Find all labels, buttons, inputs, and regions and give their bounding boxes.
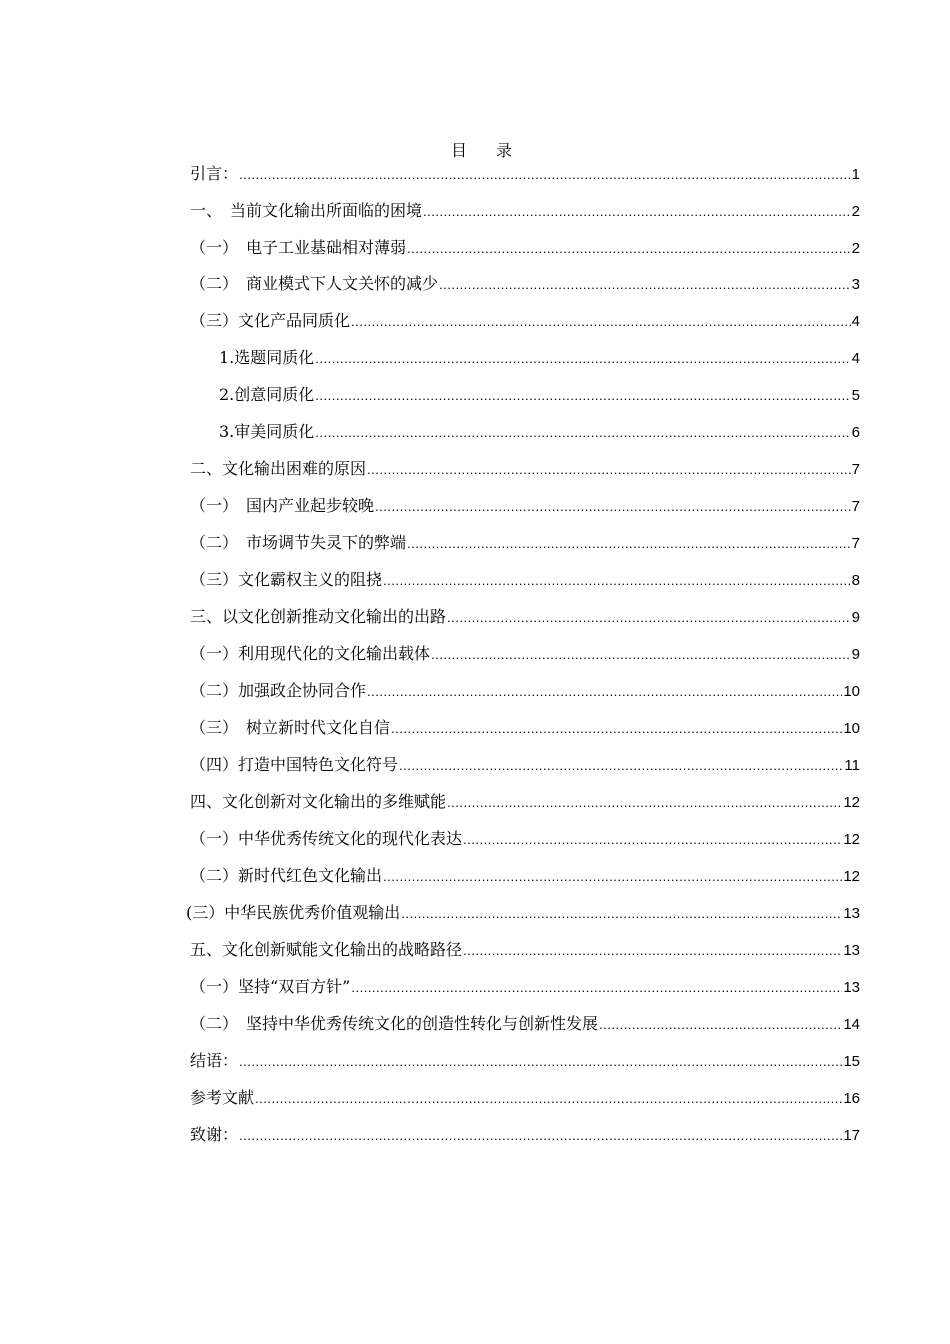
toc-leader-dots <box>315 421 850 445</box>
toc-entry-page: 4 <box>851 313 860 330</box>
toc-entry-page: 7 <box>851 498 860 515</box>
toc-leader-dots <box>367 680 842 704</box>
toc-leader-dots <box>383 865 842 889</box>
toc-entry-label: （三） 树立新时代文化自信 <box>190 718 391 737</box>
toc-leader-dots <box>439 273 851 297</box>
toc-entry[interactable] <box>190 864 860 889</box>
toc-entry-page: 13 <box>843 942 860 959</box>
toc-entry[interactable] <box>190 679 860 704</box>
toc-leader-dots <box>431 643 851 667</box>
toc-entry-label: （一）坚持“双百方针” <box>190 977 351 996</box>
toc-entry-page: 9 <box>851 609 860 626</box>
toc-leader-dots <box>375 495 851 519</box>
toc-entry[interactable] <box>190 494 860 519</box>
toc-entry-page: 9 <box>851 646 860 663</box>
toc-leader-dots <box>407 532 851 556</box>
toc-entry-label: （二） 商业模式下人文关怀的减少 <box>190 274 439 293</box>
toc-entry[interactable] <box>219 383 860 408</box>
toc-leader-dots <box>423 200 851 224</box>
toc-leader-dots <box>351 310 851 334</box>
toc-entry-page: 2 <box>851 203 860 220</box>
toc-entry-label: (三）中华民族优秀价值观输出 <box>186 903 401 922</box>
toc-entry[interactable] <box>190 531 860 556</box>
toc-entry[interactable] <box>190 457 860 482</box>
toc-entry-label: 3.审美同质化 <box>219 422 315 441</box>
toc-entry[interactable] <box>190 975 860 1000</box>
toc-entry[interactable] <box>186 901 860 926</box>
toc-entry-page: 7 <box>851 461 860 478</box>
toc-entry-label: 1.选题同质化 <box>219 348 315 367</box>
toc-entry-label: （二）加强政企协同合作 <box>190 681 367 700</box>
toc-entry[interactable] <box>190 1123 860 1148</box>
toc-leader-dots <box>401 902 842 926</box>
toc-entry[interactable] <box>190 1049 860 1074</box>
toc-entry-page: 12 <box>843 868 860 885</box>
toc-entry[interactable] <box>190 642 860 667</box>
toc-leader-dots <box>383 569 851 593</box>
toc-entry-label: （二） 市场调节失灵下的弊端 <box>190 533 407 552</box>
toc-entry[interactable] <box>190 1012 860 1037</box>
toc-entry[interactable] <box>190 162 860 187</box>
toc-leader-dots <box>447 606 851 630</box>
toc-entry[interactable] <box>190 753 860 778</box>
toc-entry-page: 17 <box>843 1127 860 1144</box>
toc-leader-dots <box>367 458 851 482</box>
toc-entry-label: （一）中华优秀传统文化的现代化表达 <box>190 829 463 848</box>
toc-entry-label: 二、文化输出困难的原因 <box>190 459 367 478</box>
toc-entry-label: （一） 电子工业基础相对薄弱 <box>190 238 407 257</box>
toc-entry[interactable] <box>190 716 860 741</box>
toc-entry[interactable] <box>190 605 860 630</box>
toc-leader-dots <box>599 1013 842 1037</box>
toc-entry-label: 五、文化创新赋能文化输出的战略路径 <box>190 940 463 959</box>
toc-entry-page: 2 <box>851 240 860 257</box>
toc-entry[interactable] <box>190 568 860 593</box>
toc-entry-page: 16 <box>843 1090 860 1107</box>
toc-entry-page: 14 <box>843 1016 860 1033</box>
toc-title: 目 录 <box>450 141 525 160</box>
toc-entry-page: 11 <box>844 757 860 774</box>
toc-leader-dots <box>399 754 843 778</box>
toc-entry[interactable] <box>219 346 860 371</box>
toc-leader-dots <box>255 1087 842 1111</box>
toc-entry-page: 6 <box>851 424 860 441</box>
toc-leader-dots <box>407 237 851 261</box>
toc-entry-page: 4 <box>851 350 860 367</box>
toc-entry-label: （四）打造中国特色文化符号 <box>190 755 399 774</box>
toc-leader-dots <box>463 828 842 852</box>
toc-entry[interactable] <box>190 272 860 297</box>
toc-entry-label: （三）文化霸权主义的阻挠 <box>190 570 383 589</box>
toc-entry-label: （二） 坚持中华优秀传统文化的创造性转化与创新性发展 <box>190 1014 599 1033</box>
toc-entry[interactable] <box>190 938 860 963</box>
toc-leader-dots <box>351 976 842 1000</box>
toc-entry-label: （一） 国内产业起步较晚 <box>190 496 375 515</box>
toc-entry-label: 致谢： <box>190 1125 239 1144</box>
toc-entry[interactable] <box>190 827 860 852</box>
toc-entry-label: 四、文化创新对文化输出的多维赋能 <box>190 792 447 811</box>
toc-entry-page: 10 <box>843 683 860 700</box>
toc-entry-page: 13 <box>843 979 860 996</box>
toc-leader-dots <box>315 347 850 371</box>
toc-entry[interactable] <box>190 1086 860 1111</box>
toc-entry-page: 12 <box>843 831 860 848</box>
toc-leader-dots <box>447 791 842 815</box>
toc-leader-dots <box>239 163 851 187</box>
toc-entry[interactable] <box>190 790 860 815</box>
toc-entry[interactable] <box>219 420 860 445</box>
toc-entry-page: 5 <box>851 387 860 404</box>
toc-entry-label: （一）利用现代化的文化输出载体 <box>190 644 431 663</box>
toc-entry-label: 2.创意同质化 <box>219 385 315 404</box>
toc-entry-page: 15 <box>843 1053 860 1070</box>
toc-entry-page: 13 <box>843 905 860 922</box>
toc-leader-dots <box>239 1050 842 1074</box>
toc-entry-page: 10 <box>843 720 860 737</box>
toc-leader-dots <box>391 717 842 741</box>
toc-entry[interactable] <box>190 236 860 261</box>
toc-entry-label: 一、 当前文化输出所面临的困境 <box>190 201 423 220</box>
toc-entry-label: （三）文化产品同质化 <box>190 311 351 330</box>
toc-entry-label: 引言： <box>190 164 239 183</box>
toc-entry[interactable] <box>190 199 860 224</box>
toc-leader-dots <box>315 384 850 408</box>
toc-entry-label: （二）新时代红色文化输出 <box>190 866 383 885</box>
toc-entry[interactable] <box>190 309 860 334</box>
toc-entry-page: 7 <box>851 535 860 552</box>
toc-entry-label: 参考文献 <box>190 1088 255 1107</box>
toc-entry-page: 1 <box>851 166 860 183</box>
toc-entry-page: 3 <box>851 276 860 293</box>
toc-entry-page: 8 <box>851 572 860 589</box>
toc-leader-dots <box>463 939 842 963</box>
toc-leader-dots <box>239 1124 842 1148</box>
toc-entry-label: 结语： <box>190 1051 239 1070</box>
toc-entry-page: 12 <box>843 794 860 811</box>
toc-entry-label: 三、以文化创新推动文化输出的出路 <box>190 607 447 626</box>
